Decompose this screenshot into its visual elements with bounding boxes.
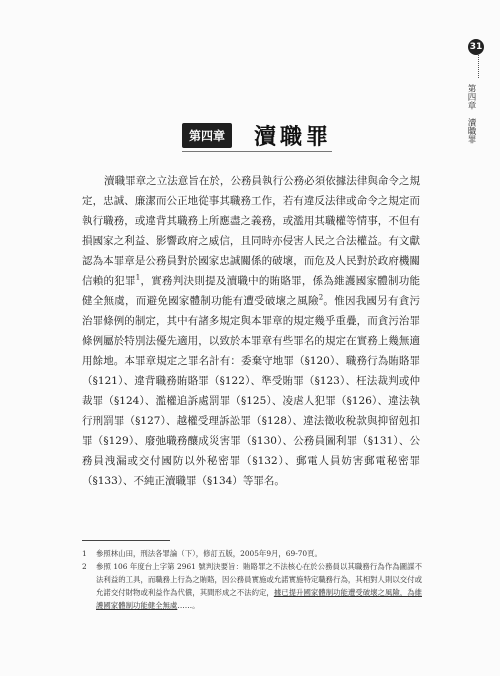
side-tab-title: 瀆職罪: [466, 117, 476, 143]
paragraph: [82, 171, 420, 491]
footnote-number: 1: [82, 549, 87, 558]
side-tab-chapter: 第四章: [466, 84, 476, 110]
footnote-underlined-text: 據已提升國家體制功能遭受破壞之風險，為維護國家體制功能健全無虞: [96, 588, 422, 610]
footnote-divider: [82, 540, 170, 541]
paragraph-part: 瀆職罪章之立法意旨在於，公務員執行公務必須依據法律與命令之規定，忠誠、廉潔而公正地從事其職務工作，若有違反法律或命令之規定而執行職務，或違背其職務上所應盡之義務，或濫用其職權等情事，不但有損國家之利益、影響政府之威信，且同時亦侵害人民之合法權益。有文獻認為本罪章是公務員對於國家忠誠關係的破壞，而危及人民對於政府機關信賴的犯罪: [82, 175, 420, 287]
chapter-label: 第四章: [182, 123, 232, 148]
chapter-title: 瀆職罪: [254, 124, 333, 150]
paragraph-part: 。惟因我國另有貪污治罪條例的制定，其中有諸多規定與本罪章的規定幾乎重疊，而貪污治罪條例屬於特別法優先適用，以致於本罪章有些罪名的規定在實務上幾無適用餘地。本罪章規定之罪名計有：委棄守地罪（§120）、職務行為賄賂罪（§121）、違背職務賄賂罪（§122）、準受賄罪（§123）、枉法裁判或仲裁罪（§124）、濫權追訴處罰罪（§125）、凌虐人犯罪（§126）、違法執行刑罰罪（§127）、越權受理訴訟罪（§128）、違法徵收稅款與抑留剋扣罪（§129）、廢弛職務釀成災害罪（§130）、公務員圖利罪（§131）、公務員洩漏或交付國防以外秘密罪（§132）、郵電人員妨害郵電秘密罪（§133）、不純正瀆職罪（§134）等罪名。: [82, 295, 421, 487]
footnote: [82, 560, 422, 612]
heading-underline: [182, 151, 332, 152]
body-text: [82, 171, 420, 491]
footnote-ref: 2: [318, 293, 324, 302]
footnote-text: 參照林山田，刑法各罪論（下），修訂五版，2005年9月，69-70頁。: [96, 549, 322, 558]
paragraph-part: ，實務判決則提及瀆職中的賄賂罪，係為維護國家體制功能健全無虞，而避免國家體制功能有遭受破壞之風險: [82, 275, 421, 307]
side-chapter-tab: [466, 84, 484, 143]
footnote-text-part: 參照 106 年度台上字第 2961 號判決要旨：賄賂罪之不法核心在於公務員以其職務行為作為圖謀不法利益的工具，而職務上行為之賄賂，因公務員實施或允諾實施特定職務行為，其相對人則以交付或允諾交付財物或利益作為代償，其間形成之不法約定，: [96, 562, 422, 597]
footnotes: [82, 547, 422, 612]
footnote: [82, 547, 422, 560]
footnote-text: [96, 560, 422, 612]
footnote-number: 2: [82, 562, 87, 571]
footnote-ref: 1: [135, 273, 141, 282]
footnote-text-part: ……。: [177, 601, 200, 610]
chapter-heading: [182, 120, 332, 150]
page-number: 31: [468, 39, 484, 55]
